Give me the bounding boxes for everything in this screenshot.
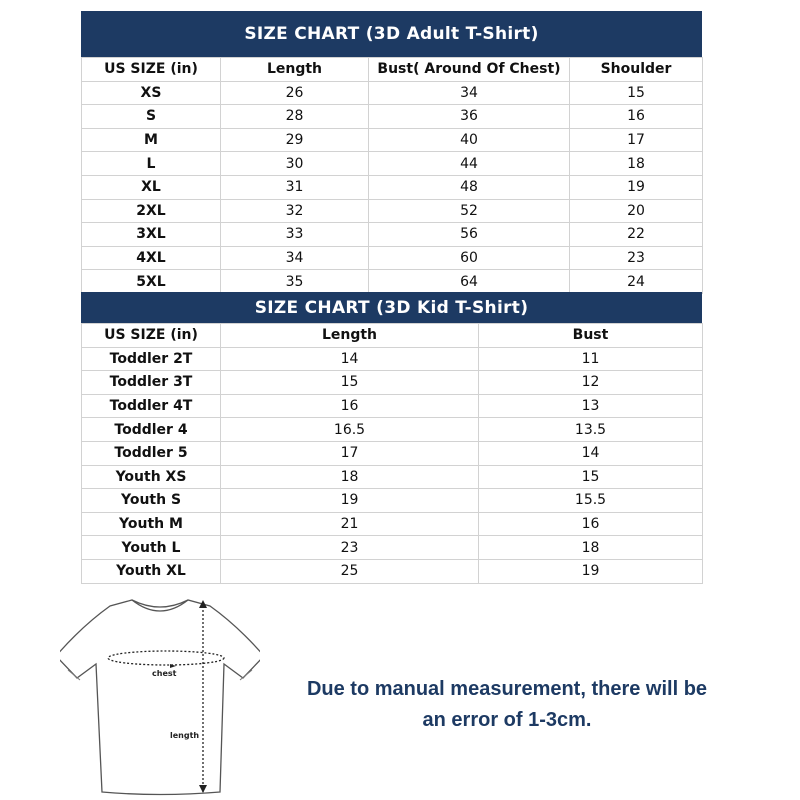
measurement-cell: 21 — [221, 512, 479, 536]
size-cell: S — [82, 105, 221, 129]
table-row — [82, 536, 703, 560]
size-cell: 4XL — [82, 246, 221, 270]
measurement-cell: 15 — [570, 81, 703, 105]
measurement-cell: 16.5 — [221, 418, 479, 442]
size-cell: Toddler 5 — [82, 441, 221, 465]
measurement-cell: 34 — [369, 81, 570, 105]
tshirt-outline — [60, 600, 260, 795]
measurement-cell: 26 — [221, 81, 369, 105]
table-row — [82, 175, 703, 199]
measurement-cell: 64 — [369, 270, 570, 294]
measurement-cell: 34 — [221, 246, 369, 270]
measurement-cell: 33 — [221, 223, 369, 247]
measurement-cell: 20 — [570, 199, 703, 223]
size-cell: M — [82, 128, 221, 152]
table-row — [82, 152, 703, 176]
size-cell: XL — [82, 175, 221, 199]
measurement-cell: 17 — [570, 128, 703, 152]
tshirt-measurement-diagram — [60, 592, 260, 797]
size-cell: Toddler 2T — [82, 347, 221, 371]
measurement-cell: 18 — [221, 465, 479, 489]
column-header-bust: Bust( Around Of Chest) — [369, 58, 570, 82]
measurement-cell: 35 — [221, 270, 369, 294]
measurement-cell: 16 — [479, 512, 703, 536]
table-row — [82, 465, 703, 489]
size-cell: Toddler 4T — [82, 394, 221, 418]
column-header-shoulder: Shoulder — [570, 58, 703, 82]
measurement-cell: 40 — [369, 128, 570, 152]
size-cell: 2XL — [82, 199, 221, 223]
table-row — [82, 441, 703, 465]
measurement-cell: 44 — [369, 152, 570, 176]
measurement-cell: 31 — [221, 175, 369, 199]
adult-size-chart-title: SIZE CHART (3D Adult T-Shirt) — [81, 11, 702, 57]
size-cell: 5XL — [82, 270, 221, 294]
adult-size-table — [81, 57, 703, 294]
measurement-cell: 29 — [221, 128, 369, 152]
table-row — [82, 223, 703, 247]
measurement-cell: 15.5 — [479, 489, 703, 513]
table-row — [82, 270, 703, 294]
table-row — [82, 418, 703, 442]
kid-size-table — [81, 323, 703, 584]
measurement-cell: 13.5 — [479, 418, 703, 442]
measurement-cell: 17 — [221, 441, 479, 465]
column-header-length: Length — [221, 58, 369, 82]
measurement-cell: 14 — [479, 441, 703, 465]
measurement-cell: 24 — [570, 270, 703, 294]
size-cell: Toddler 4 — [82, 418, 221, 442]
measurement-cell: 23 — [221, 536, 479, 560]
size-cell: XS — [82, 81, 221, 105]
measurement-cell: 13 — [479, 394, 703, 418]
notice-line-1: Due to manual measurement, there will be — [306, 678, 708, 700]
measurement-cell: 19 — [570, 175, 703, 199]
size-cell: Youth XL — [82, 559, 221, 583]
column-header-us-size: US SIZE (in) — [82, 58, 221, 82]
table-row — [82, 489, 703, 513]
column-header-length: Length — [221, 324, 479, 348]
measurement-cell: 16 — [221, 394, 479, 418]
table-header-row — [82, 324, 703, 348]
measurement-cell: 18 — [479, 536, 703, 560]
table-row — [82, 371, 703, 395]
measurement-cell: 56 — [369, 223, 570, 247]
column-header-bust: Bust — [479, 324, 703, 348]
measurement-cell: 19 — [221, 489, 479, 513]
size-cell: 3XL — [82, 223, 221, 247]
kid-size-chart-title: SIZE CHART (3D Kid T-Shirt) — [81, 292, 702, 323]
measurement-cell: 48 — [369, 175, 570, 199]
column-header-us-size: US SIZE (in) — [82, 324, 221, 348]
chest-label: chest — [152, 669, 177, 678]
size-cell: Youth M — [82, 512, 221, 536]
table-row — [82, 559, 703, 583]
measurement-cell: 15 — [221, 371, 479, 395]
measurement-cell: 28 — [221, 105, 369, 129]
measurement-cell: 18 — [570, 152, 703, 176]
measurement-cell: 22 — [570, 223, 703, 247]
measurement-cell: 32 — [221, 199, 369, 223]
length-label: length — [170, 731, 200, 740]
notice-line-2: an error of 1-3cm. — [422, 709, 592, 731]
table-header-row — [82, 58, 703, 82]
measurement-cell: 15 — [479, 465, 703, 489]
measurement-notice — [262, 674, 752, 736]
measurement-cell: 52 — [369, 199, 570, 223]
table-row — [82, 81, 703, 105]
size-cell: Youth L — [82, 536, 221, 560]
table-row — [82, 199, 703, 223]
measurement-cell: 36 — [369, 105, 570, 129]
measurement-cell: 19 — [479, 559, 703, 583]
table-row — [82, 512, 703, 536]
size-cell: Toddler 3T — [82, 371, 221, 395]
table-row — [82, 394, 703, 418]
measurement-cell: 14 — [221, 347, 479, 371]
measurement-cell: 11 — [479, 347, 703, 371]
measurement-cell: 30 — [221, 152, 369, 176]
table-row — [82, 128, 703, 152]
measurement-cell: 23 — [570, 246, 703, 270]
size-cell: L — [82, 152, 221, 176]
table-row — [82, 246, 703, 270]
measurement-cell: 16 — [570, 105, 703, 129]
table-row — [82, 347, 703, 371]
measurement-cell: 25 — [221, 559, 479, 583]
table-row — [82, 105, 703, 129]
measurement-cell: 12 — [479, 371, 703, 395]
size-cell: Youth XS — [82, 465, 221, 489]
size-cell: Youth S — [82, 489, 221, 513]
measurement-cell: 60 — [369, 246, 570, 270]
